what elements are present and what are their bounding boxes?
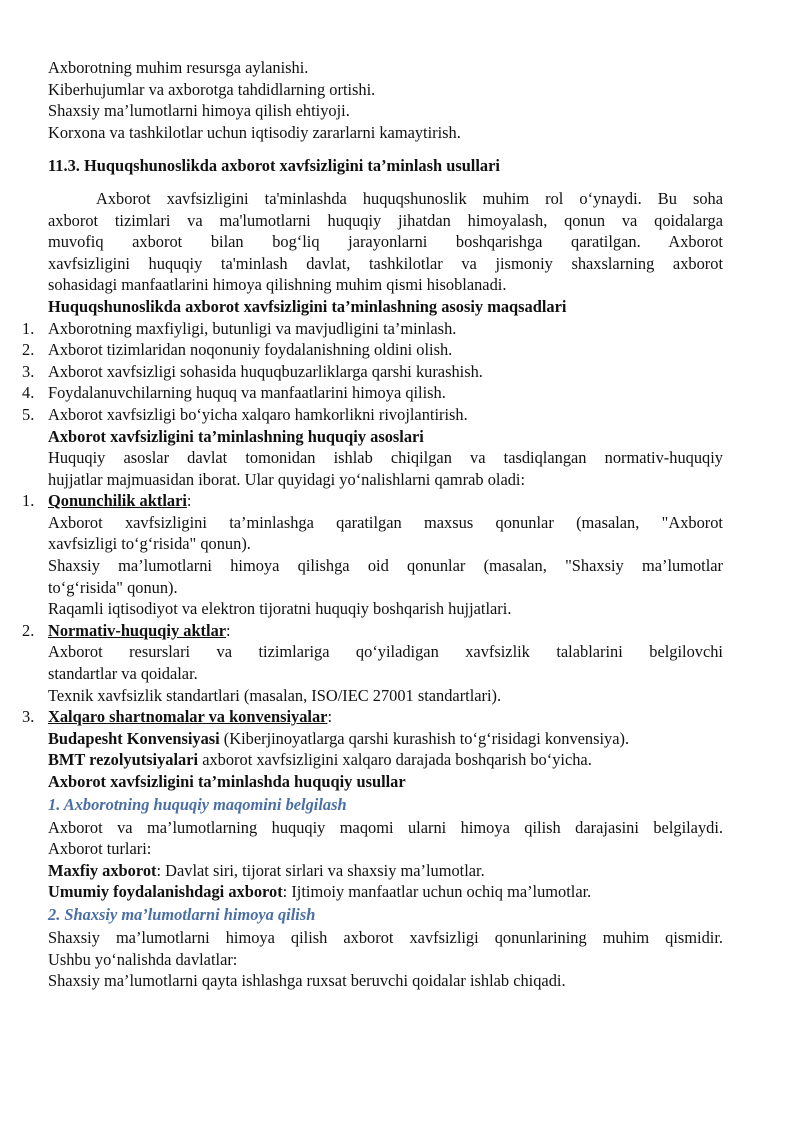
goal-item: [22, 318, 723, 340]
paragraph-line: [48, 860, 723, 882]
item-number: 1.: [22, 491, 35, 511]
paragraph-line: axborot tizimlari va ma'lumotlarni huquqiy jihatdan himoyalash, qonun va qoidalarga: [48, 210, 723, 230]
paragraph-line: Axborot xavfsizligini ta'minlashda huquqshunoslik muhim rol o‘ynaydi. Bu soha: [96, 188, 723, 208]
paragraph-line: standartlar va qoidalar.: [48, 664, 198, 684]
goals-title: Huquqshunoslikda axborot xavfsizligini ta’minlashning asosiy maqsadlari: [48, 296, 567, 316]
goal-text: Foydalanuvchilarning huquq va manfaatlarini himoya qilish.: [48, 383, 446, 403]
paragraph-line: Axborot turlari:: [48, 839, 152, 859]
subheading: 1. Axborotning huquqiy maqomini belgilash: [48, 794, 347, 814]
paragraph-line: [48, 728, 723, 750]
goal-text: Axborot tizimlaridan noqonuniy foydalanishning oldini olish.: [48, 340, 453, 360]
paragraph-line: Huquqiy asoslar davlat tomonidan ishlab chiqilgan va tasdiqlangan normativ-huquqiy: [48, 448, 723, 468]
goal-number: 3.: [22, 361, 35, 381]
term: Budapesht Konvensiyasi: [48, 728, 220, 748]
term-description: (Kiberjinoyatlarga qarshi kurashish to‘g‘risidagi konvensiya).: [219, 728, 630, 748]
intro-item: Kiberhujumlar va axborotga tahdidlarning ortishi.: [48, 79, 376, 99]
goal-item: [22, 382, 723, 404]
item-title: Xalqaro shartnomalar va konvensiyalar: [48, 707, 328, 727]
section-title: 11.3. Huquqshunoslikda axborot xavfsizligini ta’minlash usullari: [48, 156, 500, 176]
item-title: Normativ-huquqiy aktlar: [48, 620, 227, 640]
item-title: Qonunchilik aktlari: [48, 491, 187, 511]
goal-item: [22, 339, 723, 361]
subheading: 2. Shaxsiy ma’lumotlarni himoya qilish: [48, 904, 316, 924]
paragraph-line: Texnik xavfsizlik standartlari (masalan, ISO/IEC 27001 standartlari).: [48, 685, 502, 705]
paragraph-line: Shaxsiy ma’lumotlarni qayta ishlashga ruxsat beruvchi qoidalar ishlab chiqadi.: [48, 971, 566, 991]
paragraph-line: Axborot resurslari va tizimlariga qo‘yiladigan xavfsizlik talablarini belgilovchi: [48, 642, 723, 662]
term-description: : Davlat siri, tijorat sirlari va shaxsiy ma’lumotlar.: [156, 860, 485, 880]
goal-text: Axborot xavfsizligi sohasida huquqbuzarliklarga qarshi kurashish.: [48, 361, 483, 381]
goal-text: Axborot xavfsizligi bo‘yicha xalqaro hamkorlikni rivojlantirish.: [48, 404, 468, 424]
term-description: : Ijtimoiy manfaatlar uchun ochiq ma’lumotlar.: [282, 882, 592, 902]
colon: :: [226, 620, 231, 640]
document-page: [0, 57, 800, 992]
methods-title: Axborot xavfsizligini ta’minlashda huquqiy usullar: [48, 772, 406, 791]
legal-title: Axborot xavfsizligini ta’minlashning huquqiy asoslari: [48, 426, 424, 446]
goal-number: 1.: [22, 318, 35, 338]
paragraph-line: muvofiq axborot bilan bog‘liq jarayonlarni boshqarishga qaratilgan. Axborot: [48, 232, 723, 252]
goal-item: [22, 404, 723, 426]
paragraph-line: sohasidagi manfaatlarini himoya qilishning muhim qismi hisoblanadi.: [48, 275, 507, 295]
legal-item-title: [22, 706, 723, 728]
goal-number: 5.: [22, 404, 35, 424]
intro-item: Korxona va tashkilotlar uchun iqtisodiy zararlarni kamaytirish.: [48, 122, 461, 142]
goal-item: [22, 361, 723, 383]
term: Umumiy foydalanishdagi axborot: [48, 882, 283, 902]
item-number: 3.: [22, 707, 35, 727]
intro-item: Axborotning muhim resursga aylanishi.: [48, 58, 309, 77]
goal-text: Axborotning maxfiyligi, butunligi va mavjudligini ta’minlash.: [48, 318, 457, 338]
paragraph-line: xavfsizligini huquqiy ta'minlash davlat, tashkilotlar va jismoniy shaxslarning axborot: [48, 253, 723, 273]
paragraph-line: Axborot va ma’lumotlarning huquqiy maqomi ularni himoya qilish darajasini belgilaydi.: [48, 817, 723, 837]
paragraph-line: xavfsizligi to‘g‘risida" qonun).: [48, 534, 251, 554]
goal-number: 4.: [22, 383, 35, 403]
paragraph-line: Raqamli iqtisodiyot va elektron tijoratni huquqiy boshqarish hujjatlari.: [48, 599, 512, 619]
term: BMT rezolyutsiyalari: [48, 750, 199, 770]
item-number: 2.: [22, 620, 35, 640]
paragraph-line: Ushbu yo‘nalishda davlatlar:: [48, 949, 238, 969]
paragraph-line: Axborot xavfsizligini ta’minlashga qaratilgan maxsus qonunlar (masalan, "Axborot: [48, 512, 723, 532]
legal-item-title: [22, 620, 723, 642]
colon: :: [186, 491, 192, 511]
term: Maxfiy axborot: [48, 860, 157, 880]
paragraph-line: Shaxsiy ma’lumotlarni himoya qilish axborot xavfsizligi qonunlarining muhim qismidir.: [48, 927, 723, 947]
paragraph-line: hujjatlar majmuasidan iborat. Ular quyidagi yo‘nalishlarni qamrab oladi:: [48, 469, 526, 489]
paragraph-line: to‘g‘risida" qonun).: [48, 577, 178, 597]
paragraph-line: [48, 881, 723, 903]
colon: :: [327, 707, 332, 727]
goal-number: 2.: [22, 340, 35, 360]
term-description: axborot xavfsizligini xalqaro darajada boshqarish bo‘yicha.: [198, 750, 592, 770]
intro-item: Shaxsiy ma’lumotlarni himoya qilish ehtiyoji.: [48, 101, 350, 121]
paragraph-line: Shaxsiy ma’lumotlarni himoya qilishga oid qonunlar (masalan, "Shaxsiy ma’lumotlar: [48, 556, 723, 576]
paragraph-line: [48, 749, 723, 771]
legal-item-title: [22, 490, 723, 512]
